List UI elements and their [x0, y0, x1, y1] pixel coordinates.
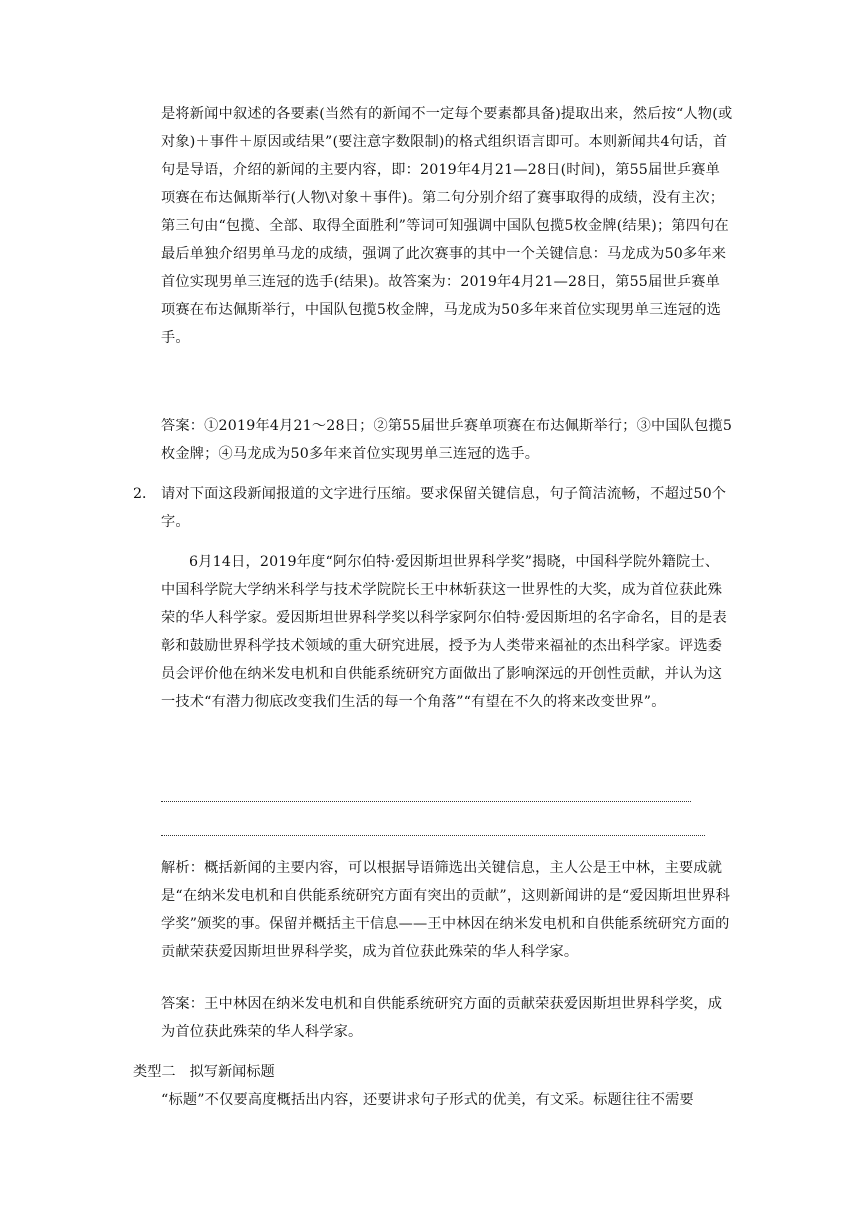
section-title: 拟写新闻标题: [189, 1064, 275, 1080]
section-heading: [133, 1058, 275, 1086]
answer-blank-line-1[interactable]: [161, 801, 691, 802]
news-passage: 6月14日，2019年度“阿尔伯特·爱因斯坦世界科学奖”揭晓，中国科学院外籍院士、中国科学院大学纳米科学与技术学院院长王中林斩获这一世界性的大奖，成为首位获此殊荣的华人科学家。爱因斯坦世界科学奖以科学家阿尔伯特·爱因斯坦的名字命名，目的是表彰和鼓励世界科学技术领域的重大研究进展，授予为人类带来福祉的杰出科学家。评选委员会评价他在纳米发电机和自供能系统研究方面做出了影响深远的开创性贡献，并认为这一技术“有潜力彻底改变我们生活的每一个角落”“有望在不久的将来改变世界”。: [161, 554, 727, 710]
question-2-prompt: 请对下面这段新闻报道的文字进行压缩。要求保留关键信息，句子简洁流畅，不超过50个字。: [161, 486, 727, 530]
section-intro: “标题”不仅要高度概括出内容，还要讲求句子形式的优美，有文采。标题往往不需要: [161, 1092, 694, 1108]
answer-blank-line-2[interactable]: [161, 835, 705, 836]
answer-1: 答案：①2019年4月21～28日；②第55届世乒赛单项赛在布达佩斯举行；③中国队包揽5枚金牌；④马龙成为50多年来首位实现男单三连冠的选手。: [161, 418, 733, 462]
question-2-number: 2．: [133, 486, 157, 502]
analysis-paragraph-1: 是将新闻中叙述的各要素(当然有的新闻不一定每个要素都具备)提取出来，然后按“人物(或对象)＋事件＋原因或结果”(要注意字数限制)的格式组织语言即可。本则新闻共4句话，首句是导语，介绍的新闻的主要内容，即：2019年4月21—28日(时间)，第55届世乒赛单项赛在布达佩斯举行(人物\对象＋事件)。第二句分别介绍了赛事取得的成绩，没有主次；第三句由“包揽、全部、取得全面胜利”等词可知强调中国队包揽5枚金牌(结果)；第四句在最后单独介绍男单马龙的成绩，强调了此次赛事的其中一个关键信息：马龙成为50多年来首位实现男单三连冠的选手(结果)。故答案为：2019年4月21—28日，第55届世乒赛单项赛在布达佩斯举行，中国队包揽5枚金牌，马龙成为50多年来首位实现男单三连冠的选手。: [161, 106, 733, 346]
analysis-paragraph-2: 解析：概括新闻的主要内容，可以根据导语筛选出关键信息，主人公是王中林，主要成就是“在纳米发电机和自供能系统研究方面有突出的贡献”，这则新闻讲的是“爱因斯坦世界科学奖”颁奖的事。保留并概括主干信息——王中林因在纳米发电机和自供能系统研究方面的贡献荣获爱因斯坦世界科学奖，成为首位获此殊荣的华人科学家。: [161, 860, 731, 960]
section-type: 类型二: [133, 1064, 176, 1080]
answer-2: 答案：王中林因在纳米发电机和自供能系统研究方面的贡献荣获爱因斯坦世界科学奖，成为首位获此殊荣的华人科学家。: [161, 996, 723, 1040]
